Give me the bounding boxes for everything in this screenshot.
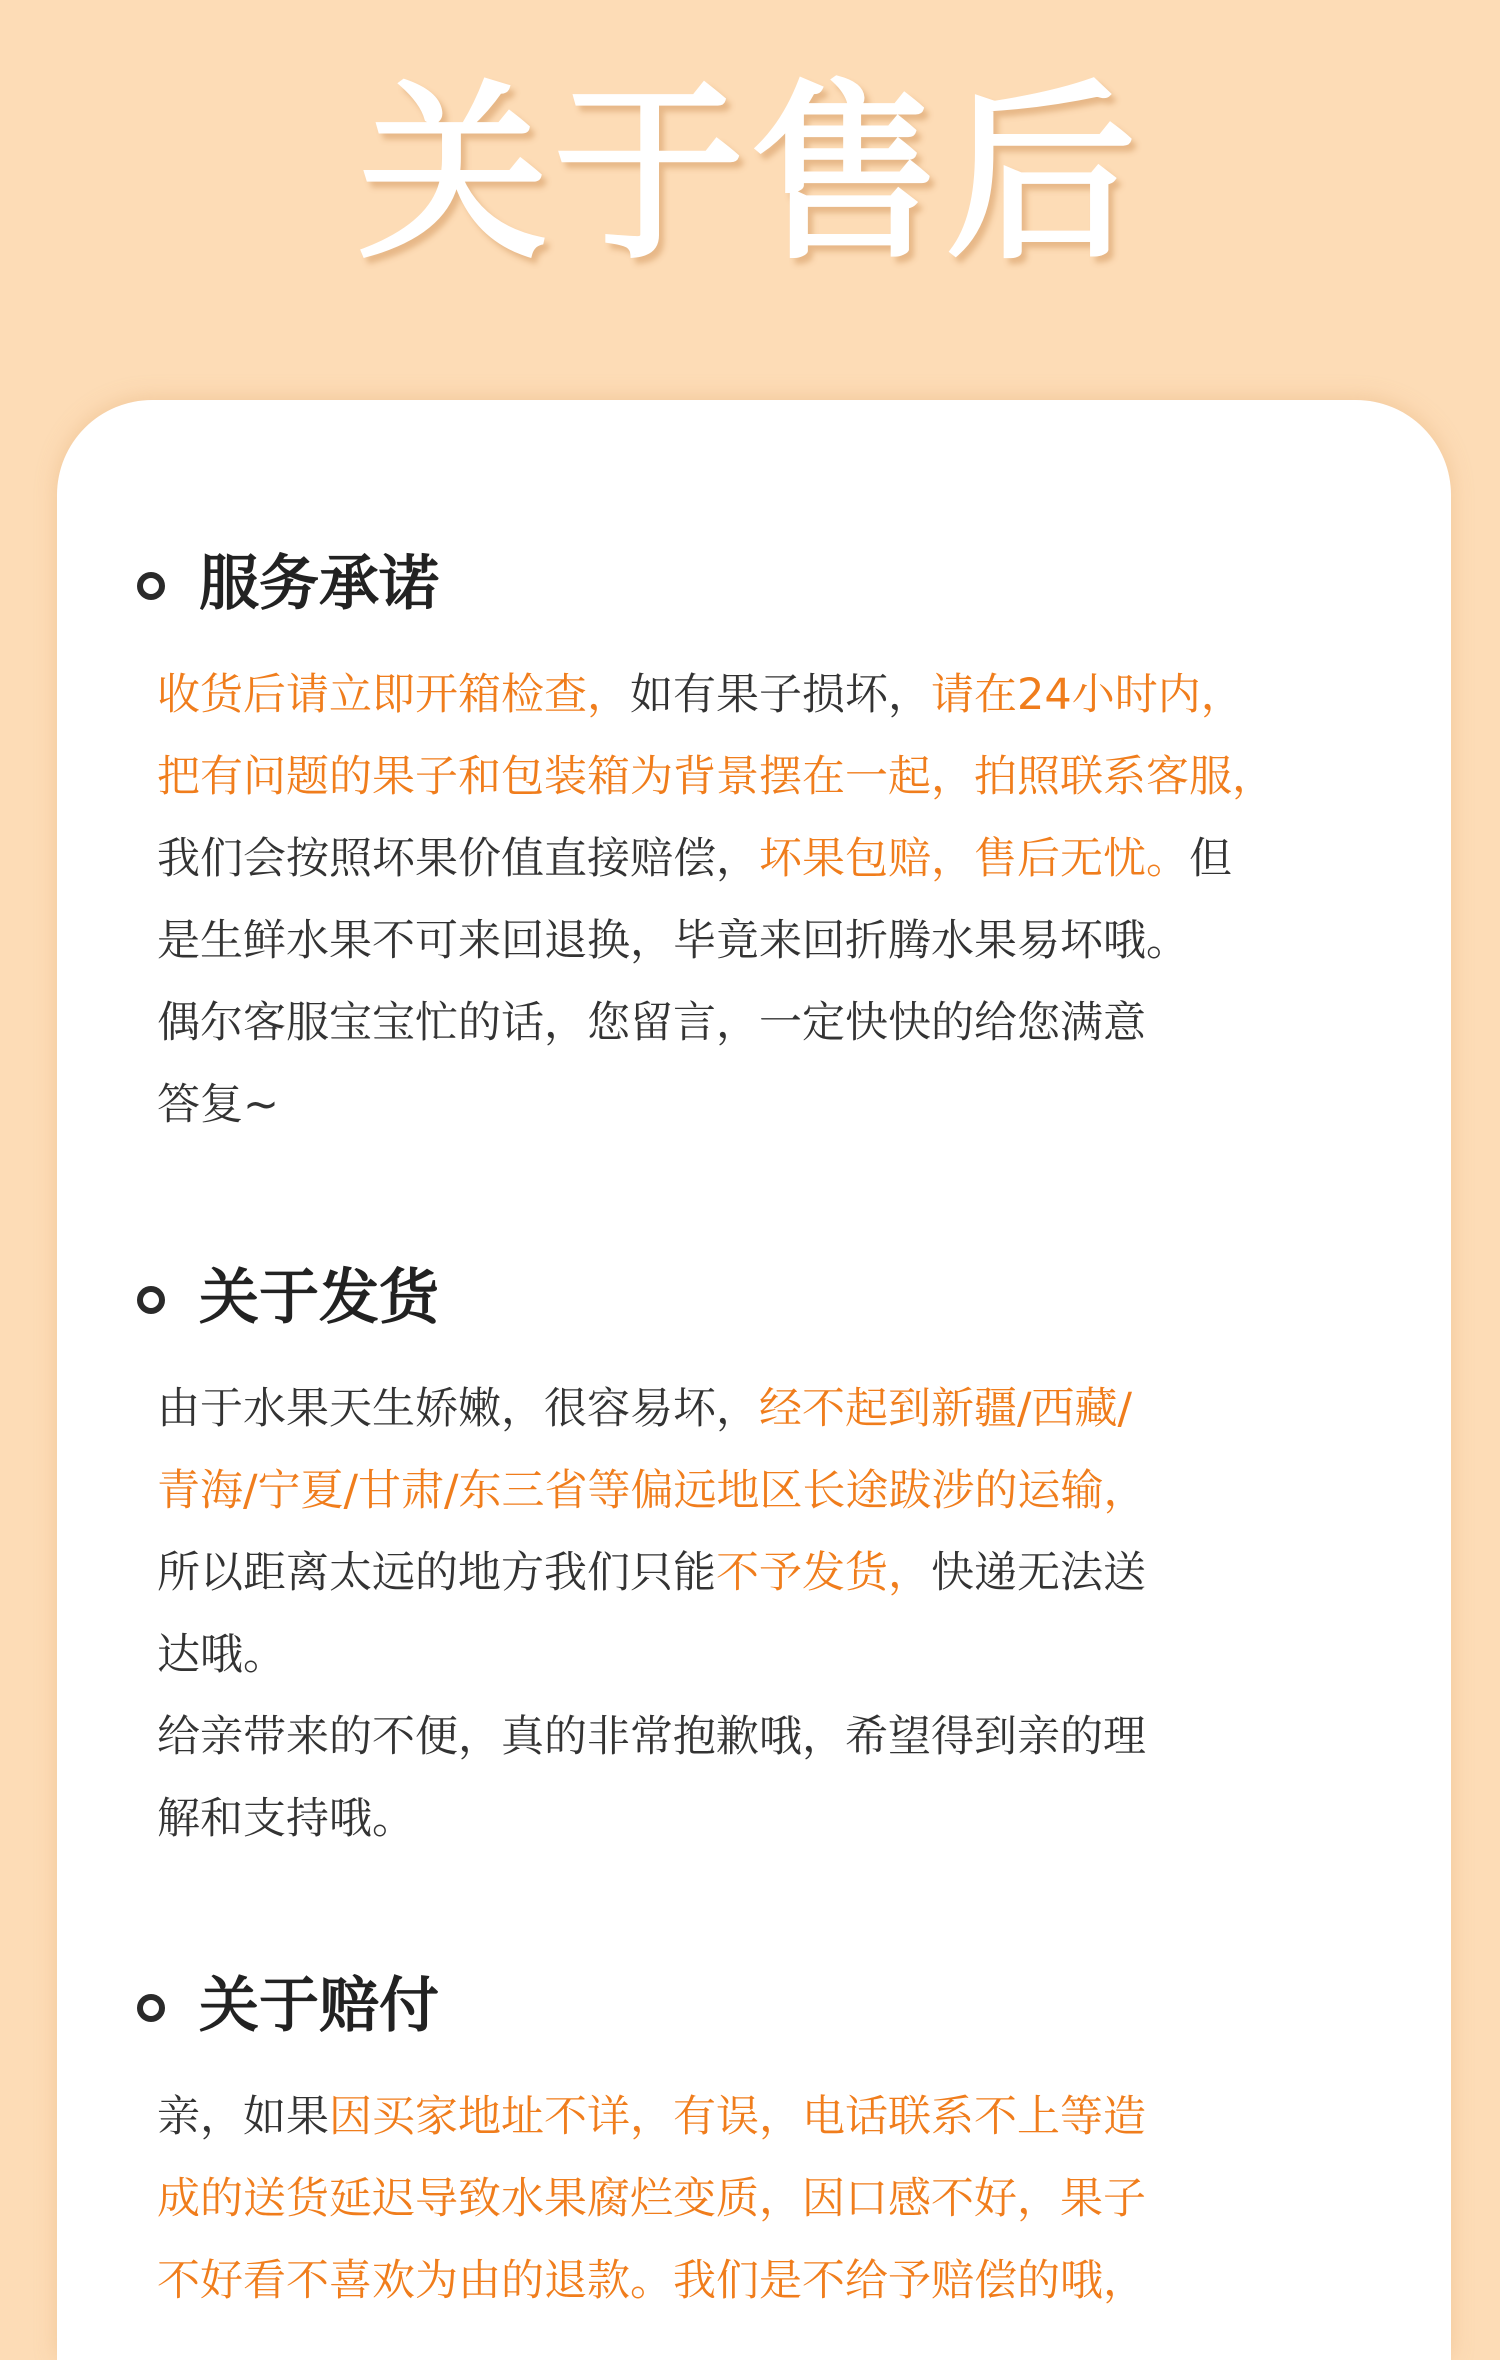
highlighted-text: 因买家地址不详，有误，电话联系不上等造 [329,2092,1146,2142]
section-body [157,2076,1417,2322]
paragraph-line [157,982,1417,1064]
after-sales-card [57,400,1451,2360]
highlighted-text: 成的送货延迟导致水果腐烂变质，因口感不好，果子 [157,2174,1146,2224]
paragraph-line [157,1614,1417,1696]
highlighted-text: 收货后请立即开箱检查， [157,670,630,720]
paragraph-line [157,1368,1417,1450]
section-header [137,1260,1337,1340]
paragraph-line [157,654,1417,736]
page-title: 关于售后 [357,64,1142,285]
paragraph-line [157,1064,1417,1146]
body-text: 我们会按照坏果价值直接赔偿， [157,834,759,884]
body-text: 如有果子损坏， [630,670,931,720]
body-text: 亲，如果 [157,2092,329,2142]
body-text: 达哦。 [157,1630,286,1680]
section-title: 关于赔付 [199,1971,439,2041]
bullet-circle-icon [137,1994,165,2022]
body-text: 由于水果天生娇嫩，很容易坏， [157,1384,759,1434]
highlighted-text: 青海/宁夏/甘肃/东三省等偏远地区长途跋涉的运输， [157,1466,1147,1516]
paragraph-line [157,2076,1417,2158]
highlighted-text: 坏果包赔，售后无忧。 [759,834,1189,884]
paragraph-line [157,1450,1417,1532]
paragraph-line [157,2158,1417,2240]
paragraph-line [157,1532,1417,1614]
highlighted-text: 经不起到新疆/西藏/ [759,1384,1132,1434]
body-text: 解和支持哦。 [157,1794,415,1844]
bullet-circle-icon [137,1286,165,1314]
paragraph-line [157,2240,1417,2322]
section-title: 服务承诺 [199,549,439,619]
paragraph-line [157,900,1417,982]
highlighted-text: 请在24小时内， [931,670,1244,720]
section-body [157,654,1417,1146]
highlighted-text: 不好看不喜欢为由的退款。我们是不给予赔偿的哦， [157,2256,1146,2306]
section-header [137,546,1337,626]
body-text: 但 [1189,834,1232,884]
section-body [157,1368,1417,1860]
body-text: 偶尔客服宝宝忙的话，您留言，一定快快的给您满意 [157,998,1146,1048]
highlighted-text: 不予发货， [716,1548,931,1598]
body-text: 是生鲜水果不可来回退换，毕竟来回折腾水果易坏哦。 [157,916,1189,966]
paragraph-line [157,1696,1417,1778]
section-title: 关于发货 [199,1263,439,1333]
highlighted-text: 把有问题的果子和包装箱为背景摆在一起，拍照联系客服， [157,752,1275,802]
paragraph-line [157,1778,1417,1860]
body-text: 快递无法送 [931,1548,1146,1598]
body-text: 给亲带来的不便，真的非常抱歉哦，希望得到亲的理 [157,1712,1146,1762]
paragraph-line [157,736,1417,818]
bullet-circle-icon [137,572,165,600]
section-header [137,1968,1337,2048]
paragraph-line [157,818,1417,900]
body-text: 答复~ [157,1080,280,1130]
body-text: 所以距离太远的地方我们只能 [157,1548,716,1598]
